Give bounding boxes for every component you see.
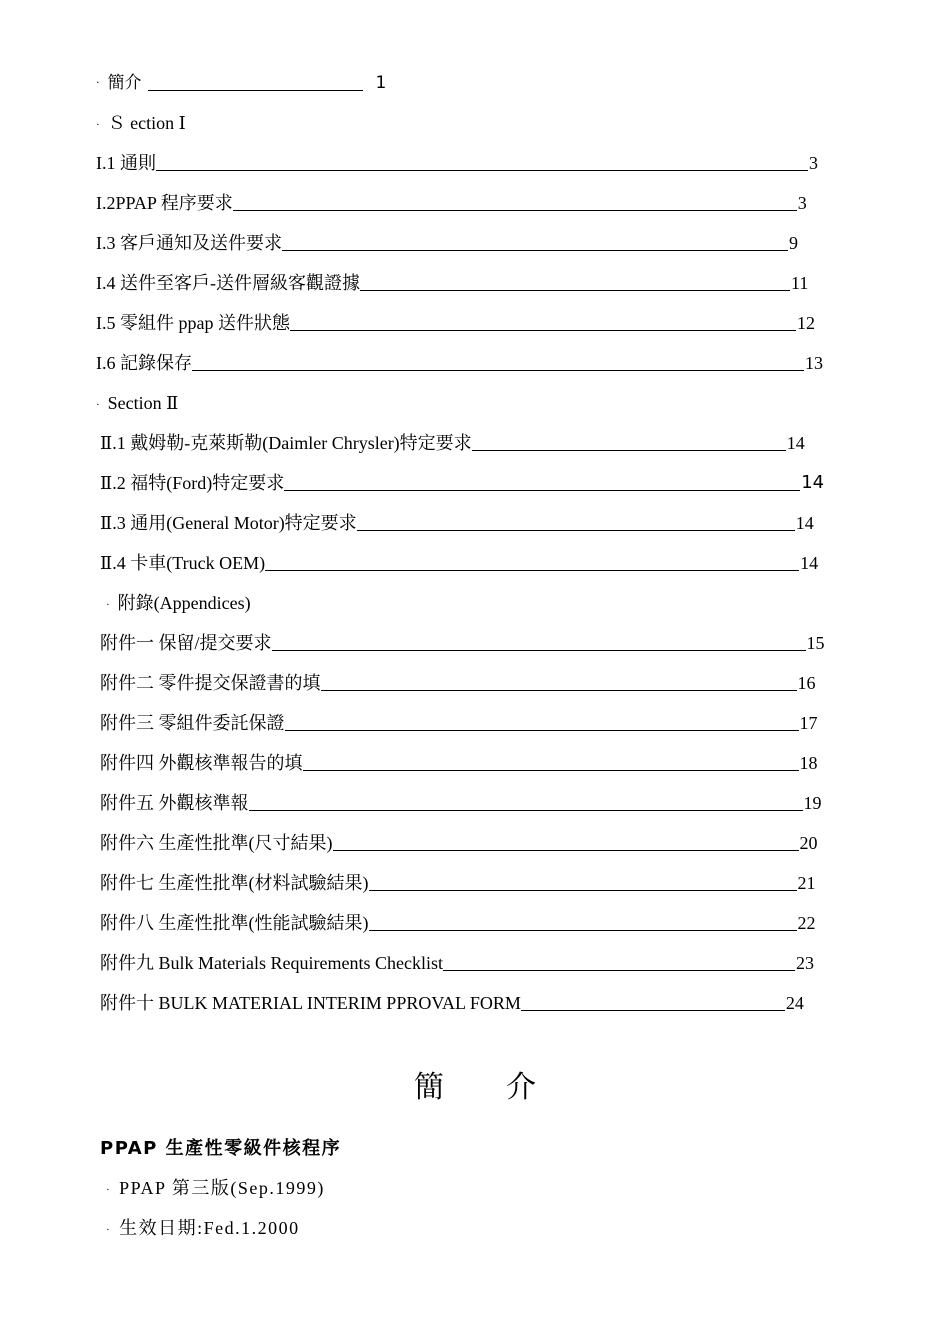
bullet-icon: ·	[96, 118, 100, 131]
toc-page-number: 19	[803, 793, 822, 813]
toc-page-number: 3	[797, 193, 807, 213]
toc-label: I.6 記錄保存	[96, 353, 192, 373]
toc-leader	[156, 170, 808, 171]
bullet-icon: ·	[96, 398, 100, 411]
toc-page-number: 9	[789, 233, 798, 253]
toc-page-number: 16	[797, 673, 816, 693]
toc-label: Ⅱ.2 福特(Ford)特定要求	[100, 473, 285, 493]
toc-entry-section2-2[interactable]	[100, 472, 824, 494]
toc-label: 簡介	[107, 73, 142, 93]
toc-label: I.1 通則	[96, 153, 156, 173]
toc-entry-appendix-2[interactable]	[100, 672, 816, 694]
toc-leader	[282, 250, 788, 251]
toc-leader	[443, 970, 795, 971]
toc-label: 附件七 生產性批準(材料試驗結果)	[100, 873, 369, 893]
intro-item-edition: · PPAP 第三版(Sep.1999)	[106, 1178, 325, 1198]
bullet-icon: ·	[96, 76, 100, 89]
toc-page-number: 20	[799, 833, 818, 853]
toc-entry-appendix-10[interactable]	[100, 992, 804, 1014]
toc-leader	[333, 850, 799, 851]
toc-label: 附件四 外觀核準報告的填	[100, 753, 303, 773]
toc-label: 附件二 零件提交保證書的填	[100, 673, 321, 693]
toc-entry-section1-5[interactable]	[96, 312, 815, 334]
toc-page-number: 1	[375, 73, 387, 93]
toc-leader	[272, 650, 806, 651]
toc-leader	[521, 1010, 785, 1011]
toc-entry-appendix-3[interactable]	[100, 712, 818, 734]
toc-label: I.4 送件至客戶-送件層級客觀證據	[96, 273, 360, 293]
toc-leader	[249, 810, 803, 811]
toc-page-number: 18	[799, 753, 818, 773]
bullet-icon: ·	[106, 1223, 112, 1236]
toc-page-number: 12	[796, 313, 815, 333]
toc-label: 附件三 零組件委託保證	[100, 713, 285, 733]
toc-leader	[369, 890, 797, 891]
toc-leader	[321, 690, 797, 691]
toc-label: I.3 客戶通知及送件要求	[96, 233, 282, 253]
toc-entry-appendix-8[interactable]	[100, 912, 816, 934]
toc-entry-section2-1[interactable]	[100, 432, 805, 454]
toc-leader	[265, 570, 799, 571]
toc-label: 附件九 Bulk Materials Requirements Checklist	[100, 953, 443, 973]
toc-page-number: 14	[800, 553, 819, 573]
toc-leader	[357, 530, 795, 531]
toc-leader	[472, 450, 786, 451]
toc-leader	[290, 330, 796, 331]
section2-heading: · Section Ⅱ	[96, 392, 178, 416]
toc-entry-section2-3[interactable]	[100, 512, 814, 534]
toc-leader	[284, 490, 800, 491]
toc-label: I.5 零組件 ppap 送件狀態	[96, 313, 290, 333]
toc-leader	[192, 370, 804, 371]
toc-leader	[148, 90, 363, 91]
toc-leader	[360, 290, 790, 291]
toc-label: 附件五 外觀核準報	[100, 793, 249, 813]
toc-page-number: 23	[795, 953, 814, 973]
toc-entry-intro[interactable]	[96, 72, 386, 94]
toc-entry-appendix-1[interactable]	[100, 632, 825, 654]
toc-page-number: 15	[806, 633, 825, 653]
toc-entry-section1-6[interactable]	[96, 352, 823, 374]
toc-page-number: 17	[799, 713, 818, 733]
toc-label: Ⅱ.4 卡車(Truck OEM)	[100, 553, 266, 573]
intro-item-effective-date: · 生效日期:Fed.1.2000	[106, 1218, 300, 1238]
appendix-heading: · 附錄(Appendices)	[106, 592, 251, 616]
intro-title: 簡介	[414, 1070, 598, 1105]
toc-entry-section1-4[interactable]	[96, 272, 808, 294]
toc-label: 附件八 生產性批準(性能試驗結果)	[100, 913, 369, 933]
toc-entry-appendix-7[interactable]	[100, 872, 816, 894]
toc-leader	[285, 730, 799, 731]
toc-page-number: 22	[797, 913, 816, 933]
toc-page-number: 14	[801, 472, 825, 493]
toc-page-number: 13	[805, 353, 823, 373]
toc-page-number: 21	[797, 873, 816, 893]
toc-entry-section2-4[interactable]	[100, 552, 818, 574]
toc-label: Ⅱ.3 通用(General Motor)特定要求	[100, 513, 357, 533]
toc-label: I.2PPAP 程序要求	[96, 193, 233, 213]
toc-entry-section1-2[interactable]	[96, 192, 807, 214]
toc-entry-appendix-5[interactable]	[100, 792, 822, 814]
toc-label: Ⅱ.1 戴姆勒-克萊斯勒(Daimler Chrysler)特定要求	[100, 433, 472, 453]
toc-page-number: 3	[809, 153, 818, 173]
toc-entry-section1-3[interactable]	[96, 232, 798, 254]
toc-entry-appendix-4[interactable]	[100, 752, 818, 774]
toc-page-number: 14	[795, 513, 814, 533]
toc-page-number: 24	[785, 993, 804, 1013]
section1-heading: · Ｓ ection Ⅰ	[96, 112, 186, 136]
toc-page-number: 14	[786, 433, 805, 453]
toc-label: 附件六 生產性批準(尺寸結果)	[100, 833, 333, 853]
toc-label: 附件十 BULK MATERIAL INTERIM PPROVAL FORM	[100, 993, 521, 1013]
toc-leader	[369, 930, 797, 931]
toc-entry-section1-1[interactable]	[96, 152, 818, 174]
bullet-icon: ·	[106, 598, 110, 611]
toc-entry-appendix-6[interactable]	[100, 832, 818, 854]
toc-label: 附件一 保留/提交要求	[100, 633, 272, 653]
toc-page-number: 11	[791, 273, 809, 293]
intro-subtitle: PPAP 生產性零級件核程序	[100, 1138, 342, 1159]
bullet-icon: ·	[106, 1183, 112, 1196]
toc-leader	[303, 770, 799, 771]
toc-leader	[233, 210, 797, 211]
toc-entry-appendix-9[interactable]	[100, 952, 814, 974]
